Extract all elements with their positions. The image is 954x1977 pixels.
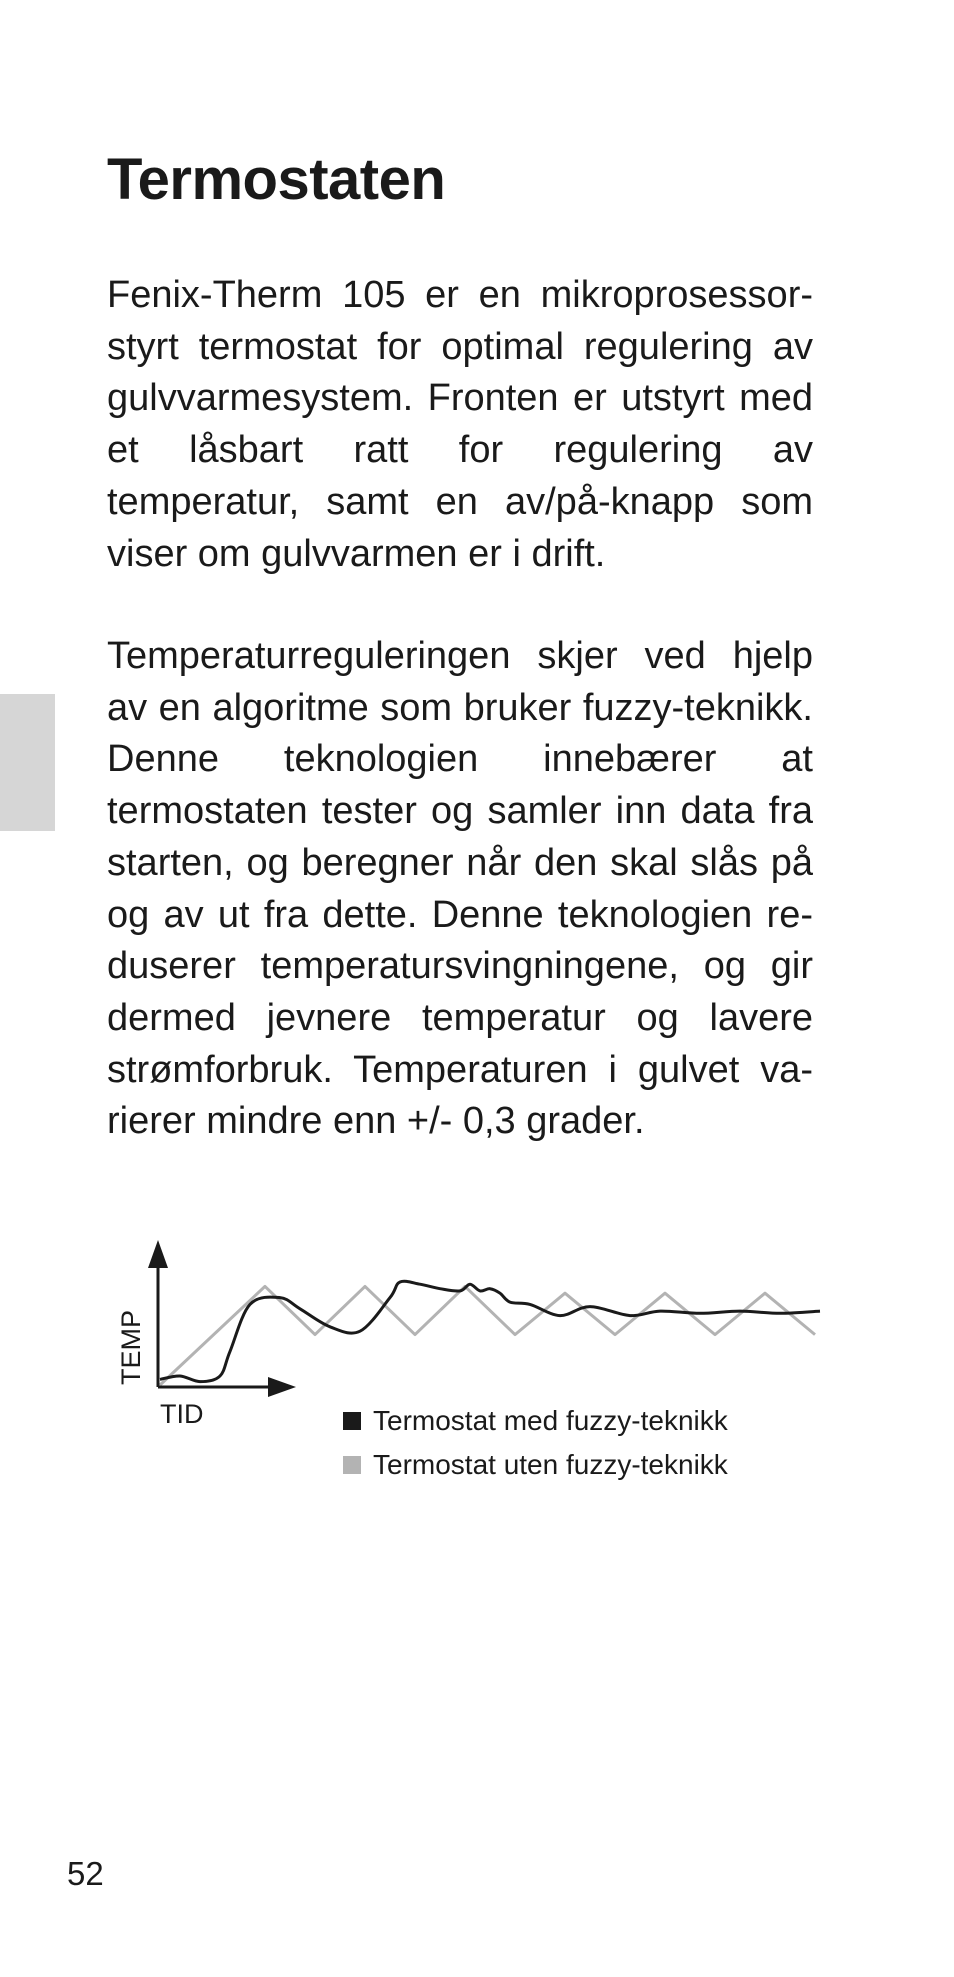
paragraph-intro: Fenix-Therm 105 er en mikroprosessorstyrt termostat for optimal regulering av gulvvarmesystem. Fronten er utstyrt med et låsbart ratt for regulering av temperatur, samt en av/på-knapp som viser om gulvvarmen er i drift. (107, 274, 813, 575)
temperature-chart-svg (100, 1240, 840, 1510)
page-number: 52 (67, 1855, 104, 1892)
y-axis-arrowhead (148, 1240, 168, 1268)
page-title: Termostaten (107, 147, 446, 212)
x-axis-label: TID (160, 1399, 204, 1429)
legend-label-nofuzzy: Termostat uten fuzzy-teknikk (373, 1449, 728, 1480)
legend-swatch-fuzzy (343, 1412, 361, 1430)
section-tab (0, 694, 55, 831)
y-axis-label: TEMP (116, 1309, 146, 1385)
legend-swatch-nofuzzy (343, 1456, 361, 1474)
series-layer (160, 1281, 820, 1385)
x-axis-arrowhead (268, 1377, 296, 1397)
temperature-chart (100, 1240, 840, 1510)
series-line-nofuzzy (160, 1286, 815, 1385)
paragraph-fuzzy: Temperaturreguleringen skjer ved hjelp av en algoritme som bruker fuzzy-teknikk. Denne teknologien innebærer at termostaten tester og samler inn data fra starten, og beregner når den skal slås på og av ut fra dette. Denne teknologien reduserer temperatursvingningene, og gir dermed jevnere temperatur og lavere strømforbruk. Temperaturen i gulvet varierer mindre enn +/- 0,3 grader. (107, 635, 813, 1143)
legend-label-fuzzy: Termostat med fuzzy-teknikk (373, 1405, 728, 1436)
